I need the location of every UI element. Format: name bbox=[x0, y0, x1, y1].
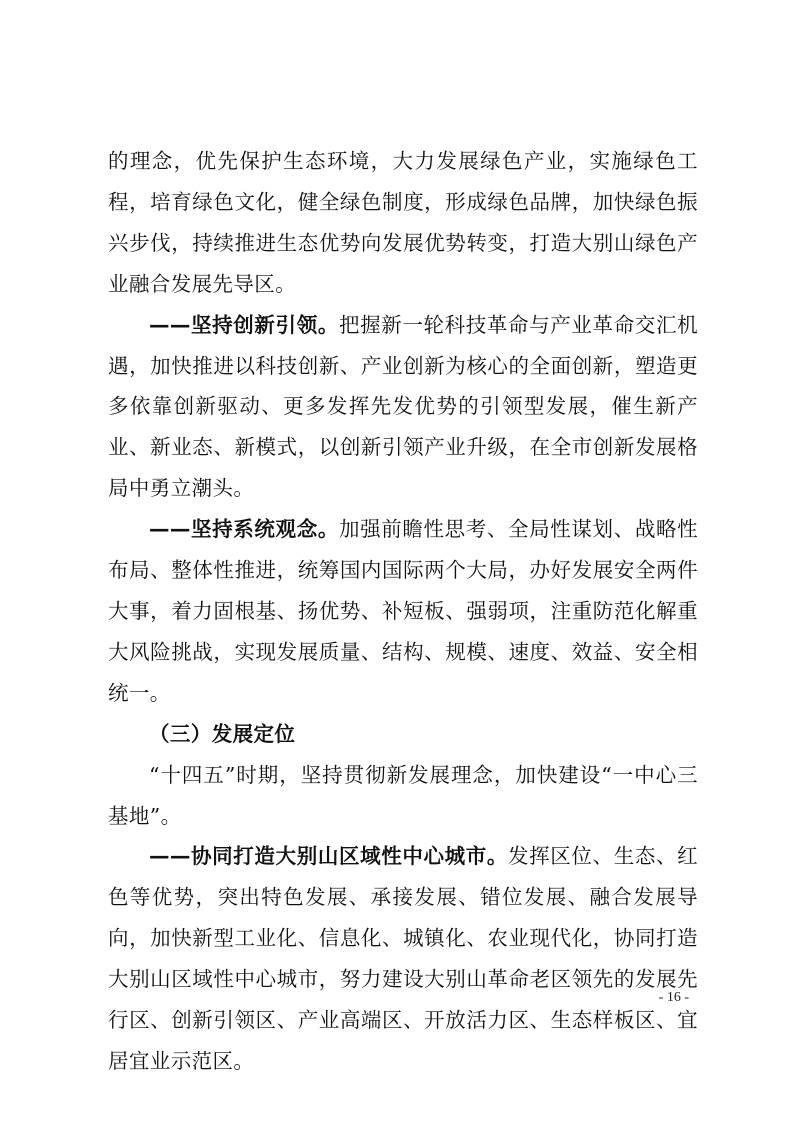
section-heading: （三）发展定位 bbox=[149, 721, 296, 746]
document-body bbox=[108, 141, 698, 1082]
paragraph-intro bbox=[108, 755, 698, 837]
paragraph-lead: ——协同打造大别山区域性中心城市。 bbox=[149, 844, 509, 869]
paragraph-lead: ——坚持创新引领。 bbox=[149, 312, 339, 337]
paragraph-green-development bbox=[108, 141, 698, 305]
paragraph-central-city bbox=[108, 836, 698, 1081]
paragraph-lead: ——坚持系统观念。 bbox=[149, 517, 339, 542]
paragraph-text: 把握新一轮科技革命与产业革命交汇机遇，加快推进以科技创新、产业创新为核心的全面创新，塑造更多依靠创新驱动、更多发挥先发优势的引领型发展，催生新产业、新业态、新模式，以创新引领产业升级，在全市创新发展格局中勇立潮头。 bbox=[108, 312, 698, 501]
paragraph-text: 发挥区位、生态、红色等优势，突出特色发展、承接发展、错位发展、融合发展导向，加快新型工业化、信息化、城镇化、农业现代化，协同打造大别山区域性中心城市，努力建设大别山革命老区领先的发展先行区、创新引领区、产业高端区、开放活力区、生态样板区、宜居宜业示范区。 bbox=[108, 844, 698, 1073]
page-number: - 16 - bbox=[658, 990, 689, 1005]
paragraph-text: “十四五”时期，坚持贯彻新发展理念，加快建设“一中心三基地”。 bbox=[108, 762, 698, 828]
paragraph-innovation bbox=[108, 305, 698, 510]
paragraph-systems-thinking bbox=[108, 509, 698, 714]
paragraph-text: 的理念，优先保护生态环境，大力发展绿色产业，实施绿色工程，培育绿色文化，健全绿色制度，形成绿色品牌，加快绿色振兴步伐，持续推进生态优势向发展优势转变，打造大别山绿色产业融合发展先导区。 bbox=[108, 149, 698, 296]
paragraph-text: 加强前瞻性思考、全局性谋划、战略性布局、整体性推进，统筹国内国际两个大局，办好发展安全两件大事，着力固根基、扬优势、补短板、强弱项，注重防范化解重大风险挑战，实现发展质量、结构、规模、速度、效益、安全相统一。 bbox=[108, 517, 698, 705]
